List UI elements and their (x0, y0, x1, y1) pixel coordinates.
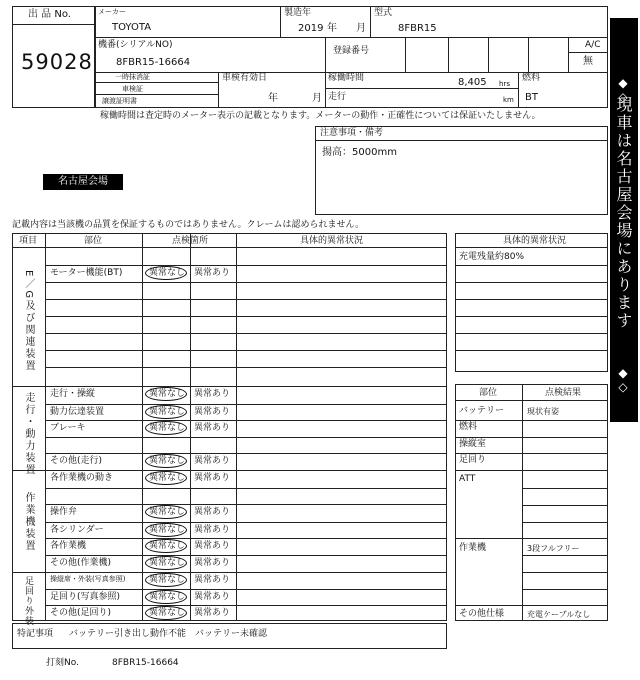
row-ng-label: 異常あり (194, 525, 231, 535)
section-engine: E／G及び関連装置 (23, 270, 34, 373)
result-part-header: 部位 (479, 388, 498, 398)
special-label: 特記事項 (17, 629, 54, 639)
inspect-label: 車検有効日 (222, 73, 268, 83)
result-value: 3段フルフリー (527, 544, 580, 553)
year-unit: 年 (327, 23, 337, 34)
row-ok-label: 異常なし (149, 525, 186, 535)
diamond-bottom: ◆◇ (616, 366, 630, 394)
row-ok-circle (145, 573, 187, 587)
lot-label: 出 品 No. (28, 9, 71, 20)
row-ng-label: 異常あり (194, 558, 231, 568)
location-badge: 名古屋会場 (43, 174, 123, 190)
reg-label: 登録番号 (333, 46, 370, 56)
row-part: 各作業機の動き (50, 473, 114, 483)
row-ng-label: 異常あり (194, 608, 231, 618)
remarks-text: 揚高：5000mm (322, 147, 397, 158)
row-part: その他(足回り) (50, 608, 112, 618)
th-detail: 具体的異常状況 (300, 236, 364, 246)
special-text: バッテリー引き出し動作不能 バッテリー未確認 (69, 629, 268, 639)
row-ok-circle (145, 539, 187, 553)
row-ok-circle (145, 421, 187, 435)
row-part: その他(走行) (50, 456, 103, 466)
lot-divider (12, 24, 95, 25)
inspect-year: 年 (268, 93, 278, 104)
banner-text: 現車は名古屋会場にあります (614, 96, 633, 330)
row-ok-circle (145, 590, 187, 604)
maker-label: メーカー (98, 8, 126, 16)
result-part: ATT (459, 474, 476, 484)
result-part: 燃料 (459, 422, 478, 432)
row-part: 走行・操縦 (50, 389, 96, 399)
row-ng-label: 異常あり (194, 575, 231, 585)
row-ng-label: 異常あり (194, 268, 231, 278)
row-ok-circle (145, 387, 187, 401)
month-unit: 月 (356, 23, 366, 34)
row-part: 足回り(写真参照) (50, 592, 121, 602)
row-ok-label: 異常なし (149, 558, 186, 568)
result-value: 充電ケーブルなし (527, 610, 591, 619)
model-value: 8FBR15 (398, 23, 437, 34)
row-ok-circle (145, 266, 187, 280)
th-item: 項目 (19, 236, 38, 246)
row-ng-label: 異常あり (194, 389, 231, 399)
stamp-value: 8FBR15-16664 (112, 658, 179, 668)
result-part: 操縦室 (459, 439, 487, 449)
th-part: 部位 (84, 236, 103, 246)
row-part: 操縦席・外装(写真参照) (50, 575, 126, 583)
row-ng-label: 異常あり (194, 473, 231, 483)
row-part: 各作業機 (50, 541, 87, 551)
row-ok-circle (145, 505, 187, 519)
ac-label: A/C (585, 40, 601, 50)
row-ok-circle (145, 471, 187, 485)
row-part: 操作弁 (50, 507, 78, 517)
lot-number: 59028 (21, 50, 93, 74)
row-ok-circle (145, 523, 187, 537)
row-part: ブレーキ (50, 423, 86, 433)
section-drive: 走行・動力装置 (23, 392, 34, 476)
row-ok-circle (145, 556, 187, 570)
row-part: その他(作業機) (50, 558, 112, 568)
row-part: 動力伝達装置 (50, 407, 105, 417)
result-value: 現状有姿 (527, 407, 559, 416)
hours-note: 稼働時間は査定時のメーター表示の記載となります。メーターの動作・正確性については保証いたしません。 (100, 111, 541, 121)
th-check: 点検箇所 (172, 236, 209, 246)
row-part: 各シリンダー (50, 525, 104, 535)
row-ok-circle (145, 606, 187, 620)
fuel-label: 燃料 (522, 73, 541, 83)
row-ng-label: 異常あり (194, 507, 231, 517)
row-ok-label: 異常なし (149, 592, 186, 602)
stamp-label: 打刻No. (46, 658, 79, 668)
location-banner (610, 18, 638, 422)
detail-text: 充電残量約80% (459, 252, 525, 262)
result-part: その他仕様 (459, 609, 505, 619)
cert-temp-label: 一時抹消証 (115, 73, 150, 81)
serial-label: 機番(シリアルNO) (98, 40, 173, 50)
remarks-label: 注意事項・備考 (320, 128, 384, 138)
detail-header: 具体的異常状況 (503, 236, 567, 246)
km-unit: km (503, 96, 514, 104)
row-ok-label: 異常なし (149, 423, 186, 433)
model-label: 型式 (374, 8, 393, 18)
result-part: バッテリー (459, 406, 505, 416)
km-label: 走行 (328, 92, 347, 102)
section-undercarriage: 足回り外装 (23, 576, 33, 626)
row-ng-label: 異常あり (194, 541, 231, 551)
diamond-top: ◆◇ (616, 76, 630, 104)
ac-value: 無 (583, 56, 593, 67)
row-ok-label: 異常なし (149, 268, 186, 278)
row-ok-circle (145, 405, 187, 419)
disclaimer: 記載内容は当該機の品質を保証するものではありません。クレームは認められません。 (12, 220, 365, 230)
year-value: 2019 (298, 23, 324, 34)
fuel-value: BT (525, 92, 538, 103)
hours-value: 8,405 (458, 77, 487, 88)
result-part: 作業機 (459, 543, 487, 553)
row-ok-label: 異常なし (149, 541, 186, 551)
row-ok-label: 異常なし (149, 575, 186, 585)
result-part: 足回り (459, 455, 487, 465)
row-ok-label: 異常なし (149, 456, 186, 466)
hours-unit: hrs (499, 80, 510, 88)
inspect-month: 月 (312, 93, 322, 104)
maker-value: TOYOTA (112, 22, 152, 33)
cert-inspect-label: 車検証 (122, 85, 143, 93)
cert-transfer-label: 譲渡証明書 (102, 97, 137, 105)
row-ng-label: 異常あり (194, 407, 231, 417)
row-ok-label: 異常なし (149, 407, 186, 417)
row-ng-label: 異常あり (194, 592, 231, 602)
row-ok-circle (145, 454, 187, 468)
row-ng-label: 異常あり (194, 423, 231, 433)
row-ok-label: 異常なし (149, 608, 186, 618)
serial-value: 8FBR15-16664 (116, 57, 191, 68)
row-ok-label: 異常なし (149, 389, 186, 399)
hours-label: 稼働時間 (328, 73, 365, 83)
year-label: 製造年 (284, 8, 312, 18)
row-ok-label: 異常なし (149, 507, 186, 517)
section-work: 作業機装置 (23, 492, 34, 552)
row-ok-label: 異常なし (149, 473, 186, 483)
row-part: モーター機能(BT) (50, 268, 123, 278)
row-ng-label: 異常あり (194, 456, 231, 466)
result-header: 点検結果 (545, 388, 582, 398)
